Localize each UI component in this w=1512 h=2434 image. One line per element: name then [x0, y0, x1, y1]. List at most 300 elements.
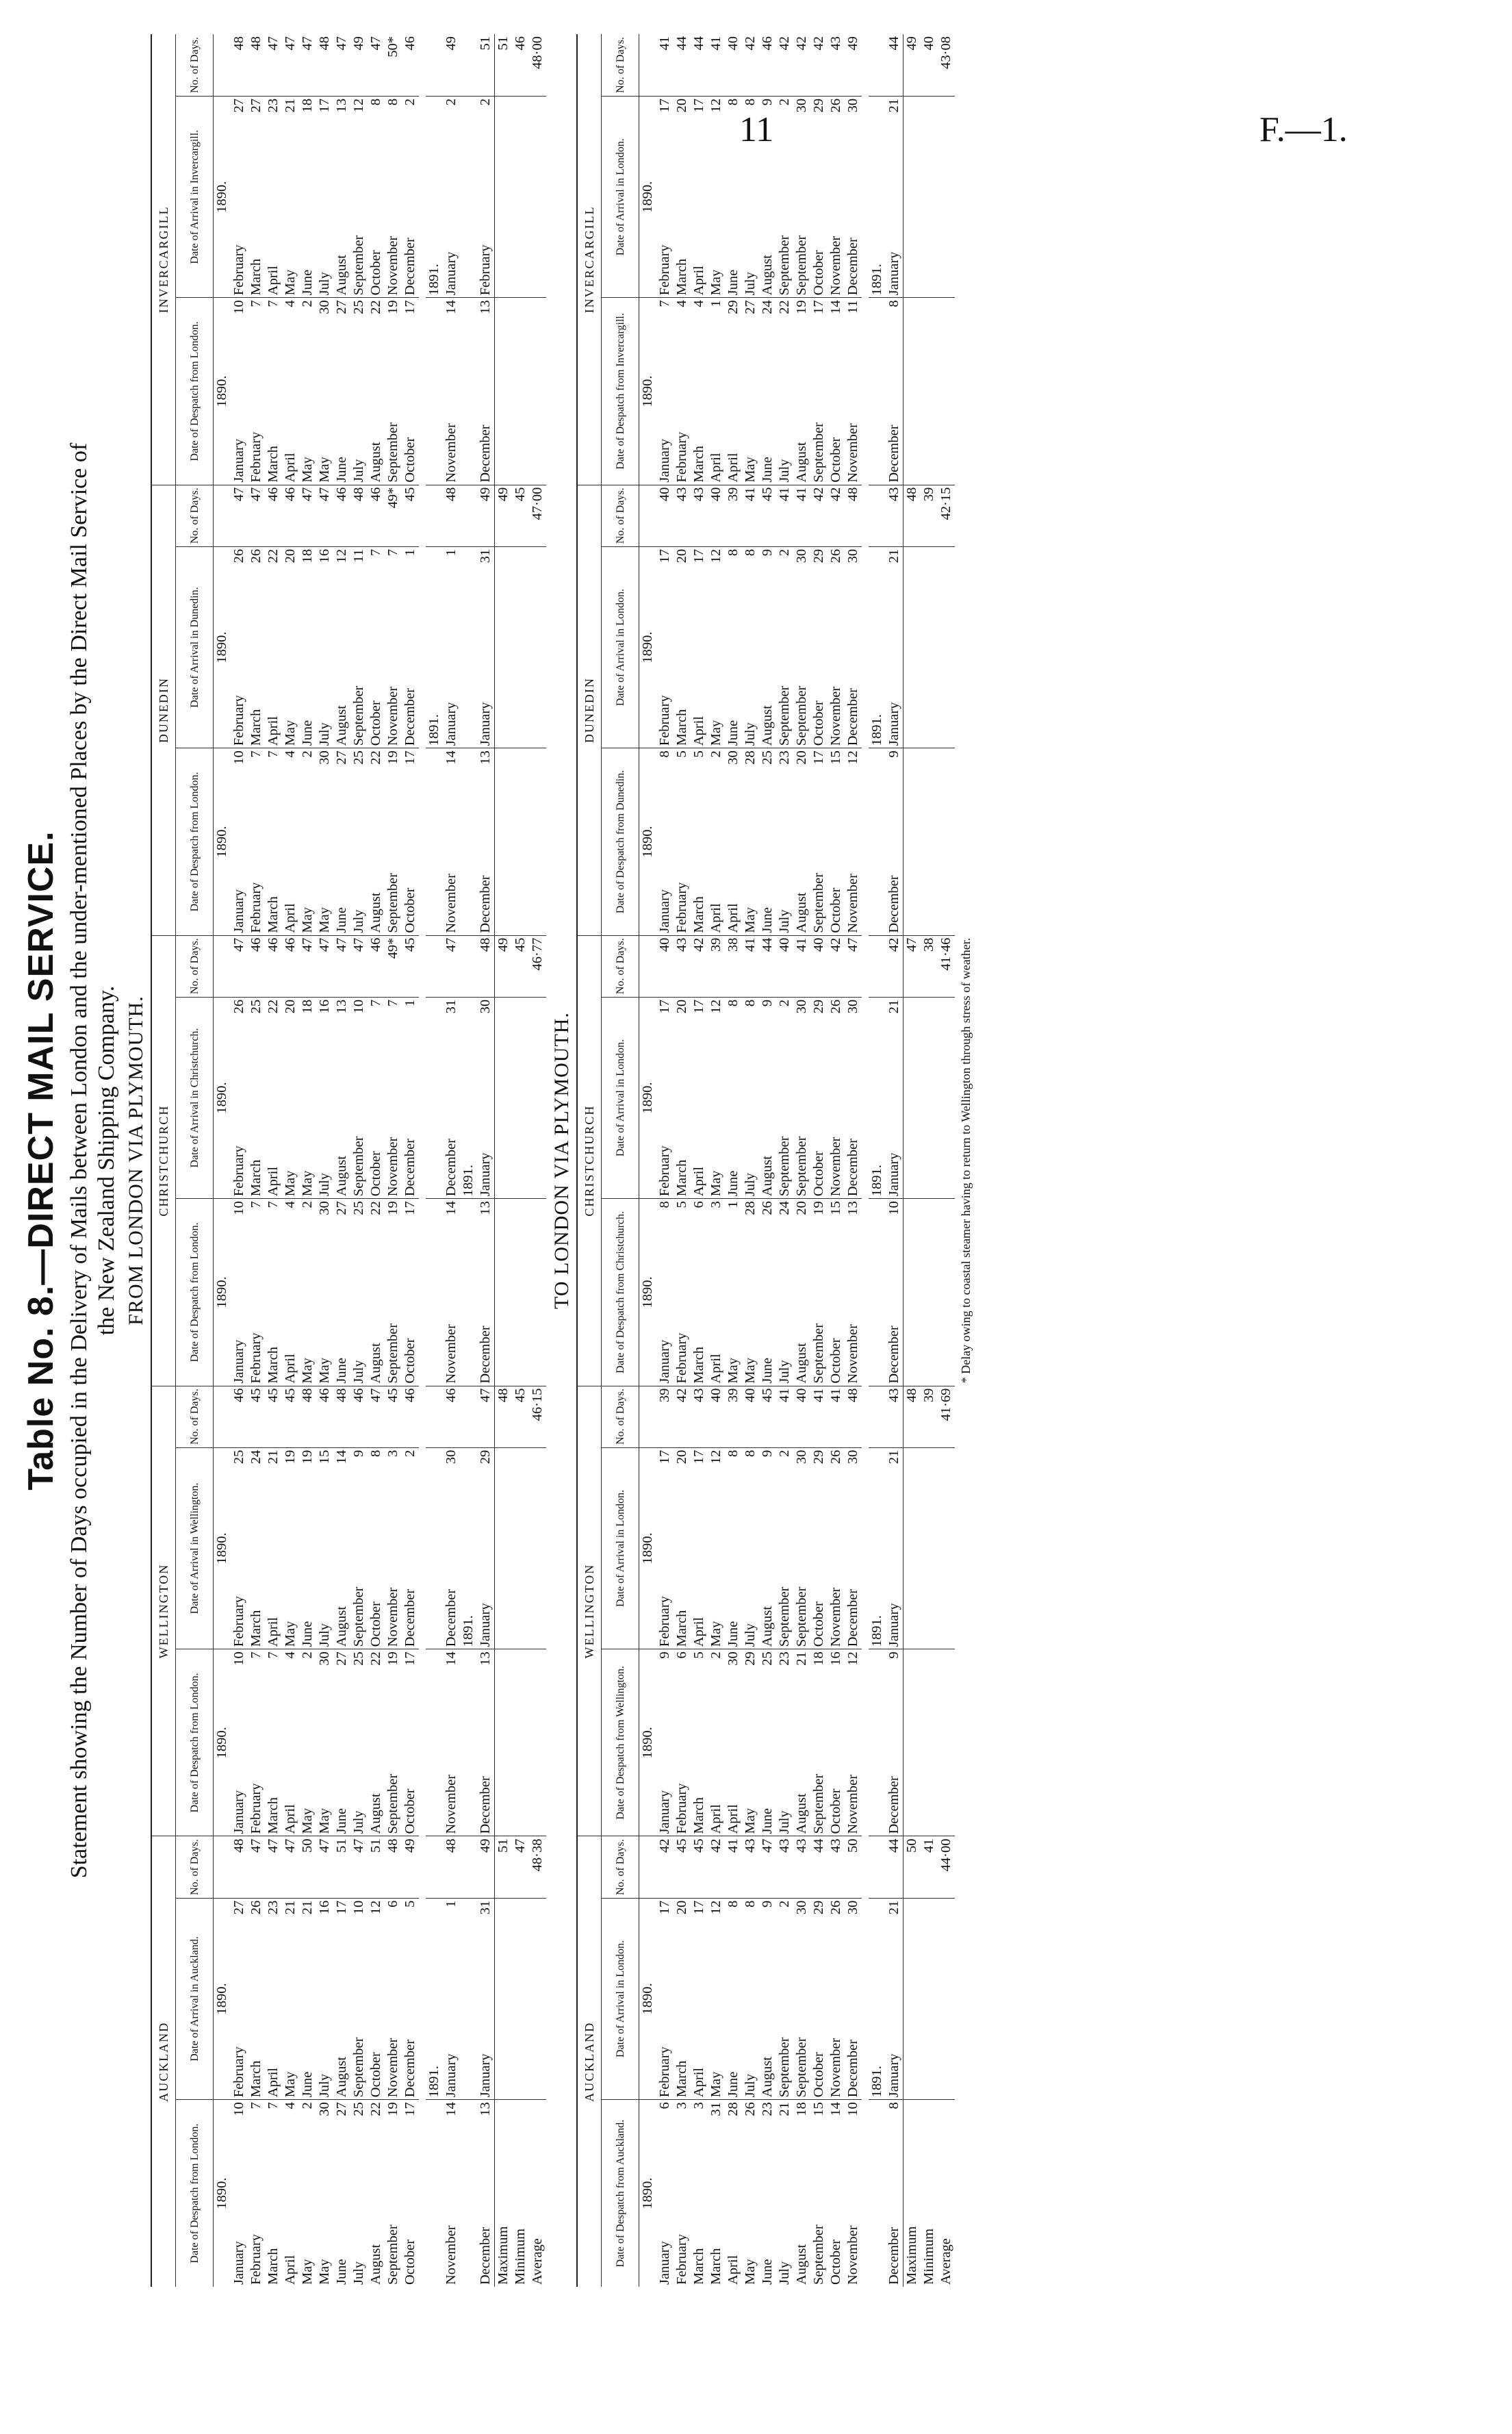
arrival-month: February [656, 1940, 674, 2099]
despatch-day: 13 [478, 1651, 493, 1666]
despatch-day: 22 [368, 1201, 383, 1215]
arrival-day: 8 [726, 1449, 741, 1457]
arrival-day: 17 [334, 1900, 349, 1915]
arrival-day: 15 [317, 1449, 332, 1465]
days-count: 48 [248, 34, 265, 96]
despatch-day [460, 2100, 477, 2142]
arrival-month: September [350, 1490, 368, 1649]
arrival-day: 19 [283, 1449, 298, 1465]
despatch-month: October [402, 340, 419, 485]
arrival-month: July [742, 1039, 759, 1198]
arrival-day: 21 [266, 1449, 281, 1465]
days-count: 49* [385, 485, 402, 546]
arrival-day: 9 [760, 548, 775, 557]
arrival-month: January [443, 138, 460, 297]
despatch-month: February [248, 791, 265, 935]
arrival-day: 26 [828, 548, 843, 563]
despatch-day: 10 [231, 2102, 246, 2116]
arrival-month: April [691, 1490, 708, 1649]
arrival-day: 31 [478, 548, 493, 563]
table-row [862, 34, 869, 2287]
section-heading: FROM LONDON VIA PLYMOUTH. [125, 996, 147, 1326]
despatch-month [460, 1692, 477, 1836]
despatch-day: 15 [811, 2102, 826, 2116]
arrival-month: February [656, 138, 674, 297]
despatch-day: 3 [708, 1201, 723, 1208]
despatch-month: March [691, 791, 708, 935]
arrival-day: 30 [845, 999, 860, 1014]
days-count: 48 [350, 485, 368, 546]
empty-cell [495, 1649, 513, 1836]
days-count: 42 [708, 1836, 725, 1898]
arrival-month: November [385, 138, 402, 297]
column-header: Date of Arrival in Invercargill. [176, 96, 214, 297]
despatch-month [460, 791, 477, 935]
despatch-day: 17 [402, 300, 418, 314]
arrival-day: 17 [691, 1900, 706, 1915]
days-count: 49 [402, 1836, 419, 1898]
section-heading: TO LONDON VIA PLYMOUTH. [550, 1012, 573, 1309]
despatch-day: 2 [300, 1201, 315, 1208]
despatch-month: January [656, 1241, 674, 1386]
arrival-day: 26 [828, 1449, 843, 1465]
days-count: 43 [828, 34, 845, 96]
days-count: 50 [299, 1836, 316, 1898]
header-code: F.—1. [1259, 110, 1348, 149]
arrival-day: 27 [248, 98, 264, 113]
despatch-day: 6 [691, 1201, 706, 1208]
despatch-month: October [828, 1241, 845, 1386]
arrival-day: 18 [300, 999, 315, 1014]
days-count: 42 [656, 1836, 674, 1898]
days-count: 39 [656, 1386, 674, 1447]
table-row [265, 34, 282, 2287]
arrival-day: 30 [794, 1449, 809, 1465]
year-label: 1890. [214, 2177, 229, 2209]
despatch-day: 18 [794, 2102, 809, 2116]
despatch-month: May [742, 340, 759, 485]
despatch-day: 4 [283, 750, 298, 758]
days-count: 47 [845, 935, 862, 997]
despatch-month [426, 791, 443, 935]
arrival-month: March [674, 138, 691, 297]
days-count [426, 1836, 443, 1898]
despatch-day: 29 [726, 300, 741, 314]
empty-cell [512, 1447, 529, 1649]
days-count: 41 [708, 34, 725, 96]
despatch-day: 14 [444, 1201, 459, 1215]
despatch-day: 27 [334, 1651, 349, 1666]
despatch-month: February [248, 1241, 265, 1386]
arrival-day: 9 [760, 1449, 775, 1457]
days-count: 46 [368, 935, 385, 997]
arrival-month: May [708, 138, 725, 297]
days-count [460, 935, 477, 997]
despatch-month: June [760, 2259, 775, 2285]
despatch-month: January [231, 340, 248, 485]
despatch-month: July [777, 2261, 792, 2285]
year-label: 1890. [214, 1447, 231, 1649]
arrival-day: 21 [886, 98, 901, 113]
despatch-month: September [385, 791, 402, 935]
arrival-month: December [443, 1039, 460, 1198]
arrival-month: April [691, 1039, 708, 1198]
arrival-day: 12 [708, 98, 723, 113]
days-count: 47 [231, 485, 248, 546]
column-header: Date of Arrival in London. [602, 997, 639, 1198]
arrival-day: 16 [317, 999, 332, 1014]
arrival-month: September [350, 589, 368, 748]
arrival-day: 17 [317, 98, 332, 113]
despatch-month: May [742, 1241, 759, 1386]
despatch-month: July [776, 340, 793, 485]
days-count: 44 [674, 34, 691, 96]
arrival-month: August [333, 1490, 350, 1649]
days-count: 42 [674, 1386, 691, 1447]
despatch-month: October [828, 340, 845, 485]
arrival-month: October [368, 589, 385, 748]
arrival-day: 2 [444, 98, 459, 106]
arrival-day: 26 [231, 999, 246, 1014]
empty-cell [904, 1649, 921, 1836]
arrival-day: 26 [248, 548, 264, 563]
despatch-day: 28 [743, 1201, 758, 1215]
despatch-month: September [810, 791, 828, 935]
arrival-day: 21 [886, 999, 901, 1014]
arrival-day: 12 [334, 548, 349, 563]
despatch-month: March [708, 2248, 723, 2285]
days-count: 42 [828, 485, 845, 546]
despatch-day: 13 [478, 2102, 493, 2116]
days-count: 45 [248, 1386, 265, 1447]
empty-cell [529, 1649, 546, 1836]
arrival-day: 2 [777, 548, 792, 557]
arrival-month: May [708, 1940, 725, 2099]
empty-cell [639, 1386, 657, 1447]
arrival-month: February [656, 1039, 674, 1198]
despatch-month: April [725, 791, 742, 935]
column-header: No. of Days. [602, 34, 639, 96]
despatch-month: July [776, 1241, 793, 1386]
despatch-month: December [477, 340, 495, 485]
despatch-month: February [674, 340, 691, 485]
despatch-day: 14 [444, 750, 459, 765]
days-count: 43 [691, 485, 708, 546]
despatch-day [869, 1649, 886, 1692]
empty-cell [495, 748, 513, 935]
arrival-day: 17 [657, 1449, 672, 1465]
arrival-day [869, 1447, 886, 1490]
despatch-month: May [743, 2259, 758, 2285]
despatch-month: July [350, 1241, 368, 1386]
despatch-day: 24 [777, 1201, 792, 1215]
despatch-day: 19 [794, 300, 809, 314]
despatch-day: 1 [708, 300, 723, 307]
arrival-day: 7 [368, 548, 383, 557]
despatch-day: 8 [886, 2102, 901, 2109]
arrival-month: August [759, 589, 776, 748]
place-heading: CHRISTCHURCH [151, 935, 176, 1386]
days-count: 48 [299, 1386, 316, 1447]
despatch-day: 7 [266, 1651, 281, 1659]
arrival-month: May [708, 1039, 725, 1198]
arrival-month: January [886, 589, 904, 748]
days-count: 45 [402, 935, 419, 997]
days-count: 41 [776, 1386, 793, 1447]
despatch-month [426, 1692, 443, 1836]
arrival-day: 8 [368, 98, 383, 106]
days-count: 42 [776, 34, 793, 96]
despatch-day: 12 [845, 1651, 860, 1666]
arrival-day [460, 997, 477, 1039]
arrival-day: 12 [368, 1900, 383, 1915]
arrival-day: 30 [845, 1449, 860, 1465]
arrival-month: March [674, 589, 691, 748]
arrival-day: 14 [334, 1449, 349, 1465]
days-count: 45 [759, 485, 776, 546]
days-count: 40 [725, 34, 742, 96]
arrival-day: 8 [726, 548, 741, 557]
arrival-month: June [725, 1940, 742, 2099]
table-title: Table No. 8.—DIRECT MAIL SERVICE. [21, 831, 61, 1491]
place-heading: CHRISTCHURCH [577, 935, 602, 1386]
days-count: 46 [759, 34, 776, 96]
days-count: 40 [793, 1386, 810, 1447]
arrival-month: January [886, 1940, 904, 2099]
days-count: 49* [385, 935, 402, 997]
empty-cell [904, 748, 921, 935]
despatch-month: February [674, 1692, 691, 1836]
despatch-month [869, 791, 886, 935]
despatch-month: July [350, 791, 368, 935]
arrival-day: 25 [231, 1449, 246, 1465]
despatch-day: 10 [231, 1651, 246, 1666]
days-count: 51 [477, 34, 495, 96]
arrival-day: 12 [708, 1900, 723, 1915]
arrival-month: January [886, 1490, 904, 1649]
arrival-month: 1891. [426, 138, 443, 297]
arrival-day: 10 [351, 999, 366, 1014]
arrival-day: 13 [334, 98, 349, 113]
arrival-month: July [742, 138, 759, 297]
mail-table [576, 34, 955, 2287]
days-count: 39 [708, 935, 725, 997]
arrival-day: 2 [478, 98, 493, 106]
summary-row [512, 34, 529, 2287]
empty-cell [529, 748, 546, 935]
despatch-day [869, 1199, 886, 1241]
despatch-month: November [443, 791, 460, 935]
summary-value: 47 [512, 1836, 529, 1898]
days-count: 47 [368, 1386, 385, 1447]
despatch-month: March [691, 2248, 706, 2285]
table-row [828, 34, 845, 2287]
arrival-day: 7 [385, 999, 400, 1007]
days-count: 41 [776, 485, 793, 546]
arrival-day: 21 [300, 1900, 315, 1915]
days-count: 50* [385, 34, 402, 96]
despatch-month: February [248, 1692, 265, 1836]
arrival-month: September [776, 1490, 793, 1649]
despatch-day: 2 [300, 750, 315, 758]
despatch-day: 25 [760, 750, 775, 765]
despatch-day: 30 [726, 750, 741, 765]
despatch-day: 23 [777, 1651, 792, 1666]
despatch-day: 10 [231, 300, 246, 314]
despatch-day: 23 [760, 2102, 775, 2116]
despatch-month: May [742, 1692, 759, 1836]
arrival-day: 2 [402, 1449, 418, 1457]
despatch-month: May [300, 2259, 315, 2285]
arrival-month: 1891. [460, 1490, 477, 1649]
despatch-day: 23 [777, 750, 792, 765]
despatch-month: March [691, 340, 708, 485]
arrival-day: 25 [248, 999, 264, 1014]
despatch-day: 12 [845, 750, 860, 765]
table-row [299, 34, 316, 2287]
despatch-day: 25 [351, 1651, 366, 1666]
despatch-month: April [708, 1692, 725, 1836]
arrival-day: 20 [283, 548, 298, 563]
year-label: 1890. [639, 546, 657, 748]
despatch-month: January [231, 1692, 248, 1836]
year-label: 1890. [639, 1898, 657, 2099]
arrival-day: 1 [444, 1900, 459, 1907]
empty-cell [495, 298, 513, 485]
days-count: 47 [316, 935, 333, 997]
arrival-day: 26 [828, 999, 843, 1014]
despatch-day [460, 1199, 477, 1241]
table-row [419, 34, 426, 2287]
despatch-day: 2 [300, 2102, 315, 2109]
arrival-day: 26 [248, 1900, 264, 1915]
column-header: No. of Days. [176, 485, 214, 546]
summary-row [495, 34, 513, 2287]
rotated-page [21, 34, 1431, 2287]
table-row [810, 34, 828, 2287]
empty-cell [921, 997, 938, 1198]
despatch-month: November [443, 340, 460, 485]
arrival-month: May [299, 1039, 316, 1198]
place-heading: DUNEDIN [577, 485, 602, 935]
despatch-day [426, 2100, 443, 2142]
table-row [402, 34, 419, 2287]
summary-row [938, 34, 955, 2287]
arrival-month: May [708, 1490, 725, 1649]
arrival-month: May [708, 589, 725, 748]
arrival-month: April [265, 589, 282, 748]
arrival-month: April [265, 138, 282, 297]
arrival-day: 2 [777, 1900, 792, 1907]
days-count: 51 [368, 1836, 385, 1898]
column-header: Date of Despatch from Invercargill. [602, 298, 639, 485]
subtitle-line-2: the New Zealand Shipping Company. [94, 985, 119, 1336]
despatch-day: 19 [385, 1651, 400, 1666]
arrival-month: January [886, 1039, 904, 1198]
despatch-month: September [810, 1692, 828, 1836]
despatch-month: December [477, 791, 495, 935]
arrival-day: 7 [368, 999, 383, 1007]
year-label: 1890. [214, 1649, 231, 1836]
days-count: 47 [282, 34, 299, 96]
column-header: Date of Despatch from Dunedin. [602, 748, 639, 935]
days-count: 40 [810, 935, 828, 997]
table-row [282, 34, 299, 2287]
table-row [316, 34, 333, 2287]
despatch-month: June [759, 340, 776, 485]
arrival-day: 8 [385, 98, 400, 106]
column-header: Date of Despatch from London. [176, 1199, 214, 1386]
empty-cell [904, 96, 921, 297]
summary-row [904, 34, 921, 2287]
arrival-month: May [282, 1039, 299, 1198]
mail-table [151, 34, 546, 2287]
arrival-month: December [402, 1039, 419, 1198]
days-count: 46 [282, 935, 299, 997]
summary-value: 47 [904, 935, 921, 997]
days-count: 41 [793, 935, 810, 997]
despatch-day: 4 [283, 300, 298, 307]
despatch-day: 21 [794, 1651, 809, 1666]
days-count: 43 [691, 1386, 708, 1447]
arrival-day [460, 546, 477, 589]
year-label: 1890. [639, 997, 657, 1198]
table-row [248, 34, 265, 2287]
despatch-month: August [368, 1692, 385, 1836]
place-heading: DUNEDIN [151, 485, 176, 935]
arrival-day: 30 [794, 999, 809, 1014]
despatch-day: 9 [886, 1651, 901, 1659]
despatch-day: 17 [402, 750, 418, 765]
despatch-day: 2 [708, 750, 723, 758]
despatch-day: 9 [886, 750, 901, 758]
arrival-day: 23 [266, 1900, 281, 1915]
despatch-day: 8 [886, 300, 901, 307]
days-count: 45 [402, 485, 419, 546]
despatch-month: May [299, 1241, 316, 1386]
days-count: 46 [402, 1386, 419, 1447]
despatch-day: 4 [674, 300, 689, 307]
column-header: Date of Arrival in Christchurch. [176, 997, 214, 1198]
table-row [368, 34, 385, 2287]
arrival-day [869, 546, 886, 589]
arrival-day: 26 [828, 1900, 843, 1915]
year-label: 1890. [639, 96, 657, 297]
despatch-day: 19 [385, 300, 400, 314]
days-count: 42 [828, 935, 845, 997]
despatch-month: June [333, 791, 350, 935]
arrival-month: March [248, 1039, 265, 1198]
column-header: No. of Days. [602, 935, 639, 997]
despatch-month: December [886, 791, 904, 935]
arrival-month: September [793, 589, 810, 748]
table-row [333, 34, 350, 2287]
days-count: 45 [385, 1386, 402, 1447]
despatch-month: January [231, 2241, 246, 2285]
days-count: 46 [402, 34, 419, 96]
despatch-month: December [886, 2227, 901, 2285]
table-row [460, 34, 477, 2287]
despatch-month [869, 340, 886, 485]
despatch-month: May [316, 1692, 333, 1836]
arrival-month: November [828, 1490, 845, 1649]
despatch-day: 17 [811, 750, 826, 765]
despatch-month: November [444, 2225, 459, 2285]
days-count: 42 [742, 34, 759, 96]
arrival-day: 30 [794, 1900, 809, 1915]
despatch-day: 22 [368, 750, 383, 765]
arrival-day: 26 [828, 98, 843, 113]
